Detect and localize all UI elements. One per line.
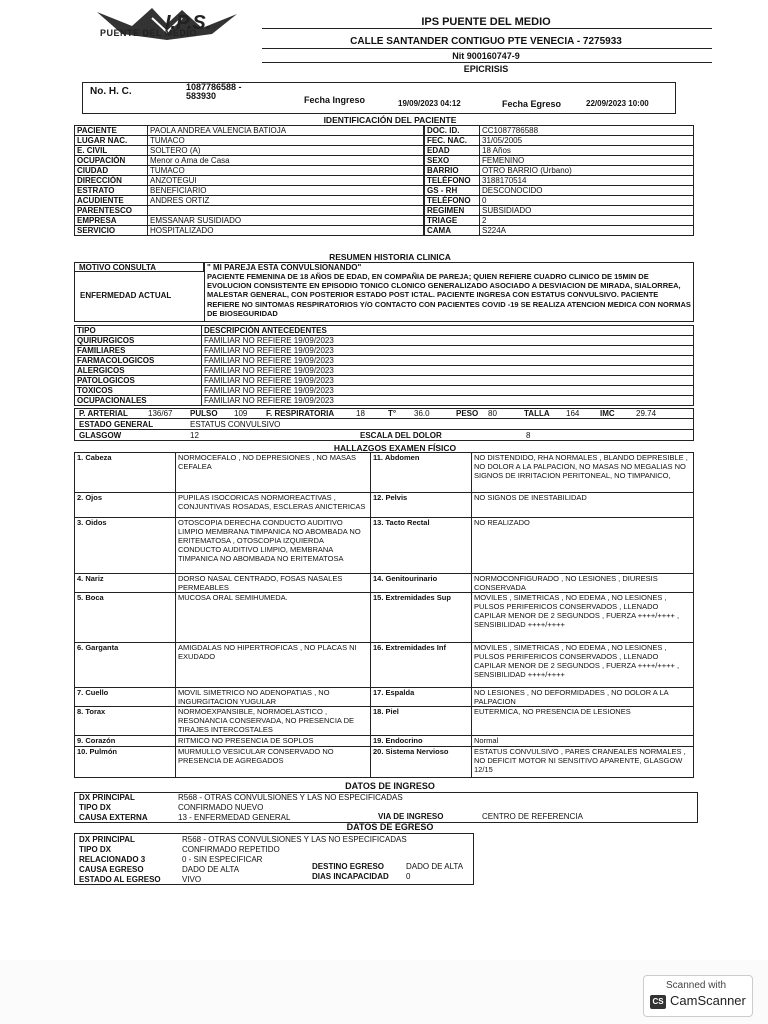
antecedent-tipo: TOXICOS [75,386,202,396]
temp-value: 36.0 [414,409,430,418]
antecedent-row [75,366,694,376]
antecedent-tipo: ALERGICOS [75,366,202,376]
exam-left-value: MURMULLO VESICULAR CONSERVADO NO PRESENCIA DE AGREGADOS [176,747,371,778]
exam-left-value: RITMICO NO PRESENCIA DE SOPLOS [176,736,371,747]
antecedent-desc: FAMILIAR NO REFIERE 19/09/2023 [202,396,694,406]
exam-section-title: HALLAZGOS EXAMEN FÍSICO [333,443,457,453]
fecha-ingreso-value: 19/09/2023 04:12 [398,99,461,108]
patient-field-value [148,206,424,216]
patient-field-label: CIUDAD [75,166,148,176]
enfermedad-label: ENFERMEDAD ACTUAL [80,291,172,300]
exam-row [75,593,694,643]
exam-right-value: MOVILES , SIMETRICAS , NO EDEMA , NO LESIONES , PULSOS PERIFERICOS CONSERVADOS , LLENADO CAPILAR MENOR DE 2 SEGUNDOS , FUERZA ++++/++++ , SENSIBILIDAD ++++/++++ [472,593,694,643]
egreso-tipo-value: CONFIRMADO REPETIDO [182,845,280,854]
patient-field-label: DIRECCIÓN [75,176,148,186]
via-ingreso-value: CENTRO DE REFERENCIA [482,812,583,821]
patient-field-value: 3188170514 [480,176,694,186]
dias-incapacidad-value: 0 [406,872,411,881]
patient-field-label: TELÉFONO [425,176,480,186]
exam-right-label: 15. Extremidades Sup [371,593,472,643]
egreso-dx-label: DX PRINCIPAL [79,835,135,844]
patient-field-label: PARENTESCO [75,206,148,216]
patient-right-table [424,125,694,236]
estado-egreso-label: ESTADO AL EGRESO [79,875,161,884]
patient-row [425,216,694,226]
patient-field-label: PACIENTE [75,126,148,136]
exam-right-value: NO LESIONES , NO DEFORMIDADES , NO DOLOR A LA PALPACION [472,688,694,707]
patient-row [75,196,424,206]
divider [204,262,205,322]
exam-right-label: 14. Genitourinario [371,574,472,593]
exam-left-label: 4. Nariz [75,574,176,593]
patient-field-label: OCUPACIÓN [75,156,148,166]
exam-left-label: 6. Garganta [75,643,176,688]
egreso-causa-value: DADO DE ALTA [182,865,240,874]
exam-right-value: MOVILES , SIMETRICAS , NO EDEMA , NO LESIONES , PULSOS PERIFERICOS CONSERVADOS , LLENADO CAPILAR MENOR DE 2 SEGUNDOS , FUERZA ++++/++++ , SENSIBILIDAD ++++/++++ [472,643,694,688]
patient-row [425,186,694,196]
patient-field-value: CC1087786588 [480,126,694,136]
exam-right-label: 11. Abdomen [371,453,472,493]
estado-general-value: ESTATUS CONVULSIVO [190,420,281,429]
logo-initials: I.P.S. [165,12,212,34]
exam-left-value: OTOSCOPIA DERECHA CONDUCTO AUDITIVO LIMPIO MEMBRANA TIMPANICA NO ABOMBADA NO ERITEMATOSA , OTOSCOPIA IZQUIERDA CONDUCTO AUDITIVO LIMPIO, MEMBRANA TIMPANICA NO ABOMBADA NO ERITEMATOSA [176,518,371,574]
patient-field-label: REGIMEN [425,206,480,216]
ingreso-dx-value: R568 - OTRAS CONVULSIONES Y LAS NO ESPECIFICADAS [178,793,403,802]
exam-row [75,736,694,747]
antecedent-desc: FAMILIAR NO REFIERE 19/09/2023 [202,376,694,386]
patient-row [425,126,694,136]
patient-row [425,196,694,206]
antecedent-row [75,376,694,386]
antecedent-tipo: OCUPACIONALES [75,396,202,406]
patient-field-label: TELÉFONO [425,196,480,206]
patient-field-value: 0 [480,196,694,206]
patient-row [75,146,424,156]
patient-row [75,156,424,166]
exam-row [75,493,694,518]
patient-field-value: S224A [480,226,694,236]
patient-field-value: SOLTERO (A) [148,146,424,156]
patient-row [75,126,424,136]
divider [262,28,712,29]
institution-address: CALLE SANTANDER CONTIGUO PTE VENECIA - 7275933 [350,36,622,47]
exam-left-value: NORMOCEFALO , NO DEPRESIONES , NO MASAS CEFALEA [176,453,371,493]
antecedent-desc: FAMILIAR NO REFIERE 19/09/2023 [202,386,694,396]
patient-section-title: IDENTIFICACIÓN DEL PACIENTE [323,115,457,125]
patient-field-label: SEXO [425,156,480,166]
estado-egreso-value: VIVO [182,875,202,884]
divider [74,429,694,430]
patient-field-label: DOC. ID. [425,126,480,136]
patient-field-label: EMPRESA [75,216,148,226]
enfermedad-value: PACIENTE FEMENINA DE 18 AÑOS DE EDAD, EN COMPAÑIA DE PAREJA; QUIEN REFIERE CUADRO CLINICO DE 15MIN DE EVOLUCION CONSISTENTE EN EPISODIO TONICO CLONICO GENERALIZADO ASOCIADO A DESVIACION DE MIRADA, SIALORREA, MALESTAR GENERAL, CON POSTERIOR ESTADO POST ICTAL. PACIENTE INGRESA CON ESTATUS CONVULSIVO. PACIENTE REFIERE NO SINTOMAS RESPIRATORIOS Y/O CONTACTO CON PACIENTES COVID -19 SE REALIZA ATENCION MEDICA CON NORMAS DE BIOSEGURIDAD [207,272,691,318]
exam-table [74,452,694,778]
exam-left-label: 3. Oidos [75,518,176,574]
exam-row [75,574,694,593]
pa-label: P. ARTERIAL [79,409,128,418]
antecedent-desc: FAMILIAR NO REFIERE 19/09/2023 [202,336,694,346]
talla-value: 164 [566,409,580,418]
destino-egreso-value: DADO DE ALTA [406,862,464,871]
pa-value: 136/67 [148,409,173,418]
ingreso-tipo-value: CONFIRMADO NUEVO [178,803,264,812]
patient-field-label: GS - RH [425,186,480,196]
patient-row [425,206,694,216]
patient-row [425,166,694,176]
antecedents-header-row [75,326,694,336]
exam-left-label: 10. Pulmón [75,747,176,778]
exam-left-value: DORSO NASAL CENTRADO, FOSAS NASALES PERMEABLES [176,574,371,593]
exam-left-label: 5. Boca [75,593,176,643]
dolor-label: ESCALA DEL DOLOR [360,431,442,440]
antecedent-desc: FAMILIAR NO REFIERE 19/09/2023 [202,366,694,376]
patient-field-value: OTRO BARRIO (Urbano) [480,166,694,176]
antecedent-row [75,346,694,356]
ingreso-tipo-label: TIPO DX [79,803,112,812]
patient-row [425,146,694,156]
ingreso-causa-value: 13 - ENFERMEDAD GENERAL [178,813,291,822]
exam-row [75,643,694,688]
institution-nit: Nit 900160747-9 [452,51,520,61]
antecedent-row [75,356,694,366]
patient-field-value: EMSSANAR SUSIDIADO [148,216,424,226]
antecedent-tipo: PATOLOGICOS [75,376,202,386]
ingreso-causa-label: CAUSA EXTERNA [79,813,148,822]
patient-row [425,226,694,236]
patient-field-label: SERVICIO [75,226,148,236]
exam-left-value: PUPILAS ISOCORICAS NORMOREACTIVAS , CONJUNTIVAS ROSADAS, ESCLERAS ANICTERICAS [176,493,371,518]
fr-label: F. RESPIRATORIA [266,409,335,418]
antecedent-row [75,336,694,346]
institution-name: IPS PUENTE DEL MEDIO [421,16,551,28]
patient-field-label: E. CIVIL [75,146,148,156]
divider [74,418,694,419]
patient-row [425,136,694,146]
scanned-with-text: Scanned with [666,980,727,991]
antecedent-tipo: FARMACOLOGICOS [75,356,202,366]
divider [262,62,712,63]
exam-right-label: 16. Extremidades Inf [371,643,472,688]
exam-right-label: 19. Endocrino [371,736,472,747]
camscanner-name: CamScanner [670,993,746,1008]
exam-left-value: NORMOEXPANSIBLE, NORMOELASTICO , RESONANCIA CONSERVADA, NO PRESENCIA DE TIRAJES INTERCOSTALES [176,707,371,736]
patient-field-value: PAOLA ANDREA VALENCIA BATIOJA [148,126,424,136]
patient-row [425,176,694,186]
egreso-section-title: DATOS DE EGRESO [346,822,434,832]
patient-row [75,166,424,176]
patient-left-table [74,125,424,236]
egreso-rel-label: RELACIONADO 3 [79,855,146,864]
imc-label: IMC [600,409,615,418]
exam-row [75,688,694,707]
hc-label: No. H. C. [90,86,132,97]
peso-value: 80 [488,409,497,418]
exam-right-label: 17. Espalda [371,688,472,707]
patient-field-value: SUBSIDIADO [480,206,694,216]
logo-text: PUENTE DEL MEDIO [100,28,197,38]
patient-field-value: 2 [480,216,694,226]
antecedent-row [75,396,694,406]
dolor-value: 8 [526,431,531,440]
patient-field-value: Menor o Ama de Casa [148,156,424,166]
exam-right-value: EUTERMICA, NO PRESENCIA DE LESIONES [472,707,694,736]
antecedents-tipo-header: TIPO [75,326,202,336]
exam-left-label: 8. Torax [75,707,176,736]
hc-value: 1087786588 - 583930 [186,82,242,101]
patient-row [75,226,424,236]
patient-field-value: DESCONOCIDO [480,186,694,196]
exam-left-label: 2. Ojos [75,493,176,518]
patient-field-label: ESTRATO [75,186,148,196]
exam-left-label: 1. Cabeza [75,453,176,493]
exam-row [75,747,694,778]
antecedent-desc: FAMILIAR NO REFIERE 19/09/2023 [202,356,694,366]
fecha-egreso-label: Fecha Egreso [502,99,562,109]
exam-right-value: NO SIGNOS DE INESTABILIDAD [472,493,694,518]
egreso-dx-value: R568 - OTRAS CONVULSIONES Y LAS NO ESPECIFICADAS [182,835,407,844]
antecedent-tipo: FAMILIARES [75,346,202,356]
patient-row [75,216,424,226]
exam-left-label: 7. Cuello [75,688,176,707]
fr-value: 18 [356,409,365,418]
antecedents-desc-header: DESCRIPCIÓN ANTECEDENTES [202,326,694,336]
exam-right-value: Normal [472,736,694,747]
antecedent-tipo: QUIRURGICOS [75,336,202,346]
patient-field-value: TUMACO [148,136,424,146]
temp-label: T° [388,409,397,418]
admission-box [82,82,676,114]
patient-row [75,206,424,216]
patient-field-label: LUGAR NAC. [75,136,148,146]
patient-field-value: 18 Años [480,146,694,156]
exam-right-value: NORMOCONFIGURADO , NO LESIONES , DIURESIS CONSERVADA [472,574,694,593]
fecha-egreso-value: 22/09/2023 10:00 [586,99,649,108]
patient-field-label: BARRIO [425,166,480,176]
pulso-value: 109 [234,409,248,418]
ingreso-dx-label: DX PRINCIPAL [79,793,135,802]
antecedents-table [74,325,694,406]
exam-right-label: 18. Piel [371,707,472,736]
exam-left-value: MUCOSA ORAL SEMIHUMEDA. [176,593,371,643]
antecedent-desc: FAMILIAR NO REFIERE 19/09/2023 [202,346,694,356]
destino-egreso-label: DESTINO EGRESO [312,862,385,871]
history-section-title: RESUMEN HISTORIA CLINICA [329,252,451,262]
exam-right-value: NO DISTENDIDO, RHA NORMALES , BLANDO DEPRESIBLE , NO DOLOR A LA PALPACION, NO MASAS NO MEGALIAS NO SIGNOS DE IRRITACION PERITONEAL, NO TIMPANICO, [472,453,694,493]
fecha-ingreso-label: Fecha Ingreso [304,95,366,105]
exam-row [75,518,694,574]
patient-field-value: 31/05/2005 [480,136,694,146]
patient-field-label: FEC. NAC. [425,136,480,146]
exam-right-label: 13. Tacto Rectal [371,518,472,574]
exam-row [75,453,694,493]
egreso-tipo-label: TIPO DX [79,845,112,854]
patient-field-label: ACUDIENTE [75,196,148,206]
exam-left-value: AMIGDALAS NO HIPERTROFICAS , NO PLACAS NI EXUDADO [176,643,371,688]
peso-label: PESO [456,409,479,418]
via-ingreso-label: VIA DE INGRESO [378,812,444,821]
ingreso-section-title: DATOS DE INGRESO [345,781,435,791]
exam-right-label: 12. Pelvis [371,493,472,518]
patient-field-label: EDAD [425,146,480,156]
patient-field-value: FEMENINO [480,156,694,166]
patient-field-value: ANDRES ORTIZ [148,196,424,206]
talla-label: TALLA [524,409,550,418]
patient-field-value: HOSPITALIZADO [148,226,424,236]
egreso-rel-value: 0 - SIN ESPECIFICAR [182,855,263,864]
exam-right-value: NO REALIZADO [472,518,694,574]
egreso-causa-label: CAUSA EGRESO [79,865,144,874]
estado-general-label: ESTADO GENERAL [79,420,154,429]
exam-left-value: MOVIL SIMETRICO NO ADENOPATIAS , NO INGURGITACION YUGULAR [176,688,371,707]
motivo-label: MOTIVO CONSULTA [79,263,157,272]
patient-row [75,186,424,196]
glasgow-label: GLASGOW [79,431,122,440]
imc-value: 29.74 [636,409,657,418]
pulso-label: PULSO [190,409,218,418]
patient-row [75,176,424,186]
document-type: EPICRISIS [463,64,509,74]
camscanner-watermark [643,975,753,1017]
patient-row [75,136,424,146]
patient-field-value: BENEFICIARIO [148,186,424,196]
glasgow-value: 12 [190,431,199,440]
exam-right-label: 20. Sistema Nervioso [371,747,472,778]
patient-row [425,156,694,166]
patient-field-value: TUMACO [148,166,424,176]
exam-row [75,707,694,736]
exam-right-value: ESTATUS CONVULSIVO , PARES CRANEALES NORMALES , NO DEFICIT MOTOR NI SENSITIVO APARENTE, GLASGOW 12/15 [472,747,694,778]
antecedent-row [75,386,694,396]
exam-left-label: 9. Corazón [75,736,176,747]
dias-incapacidad-label: DIAS INCAPACIDAD [312,872,389,881]
patient-field-label: CAMA [425,226,480,236]
camscanner-logo-icon: CS [650,995,666,1009]
divider [262,48,712,49]
patient-field-label: TRIAGE [425,216,480,226]
motivo-value: " MI PAREJA ESTA CONVULSIONANDO" [207,263,362,272]
patient-field-value: ANZOTEGUI [148,176,424,186]
